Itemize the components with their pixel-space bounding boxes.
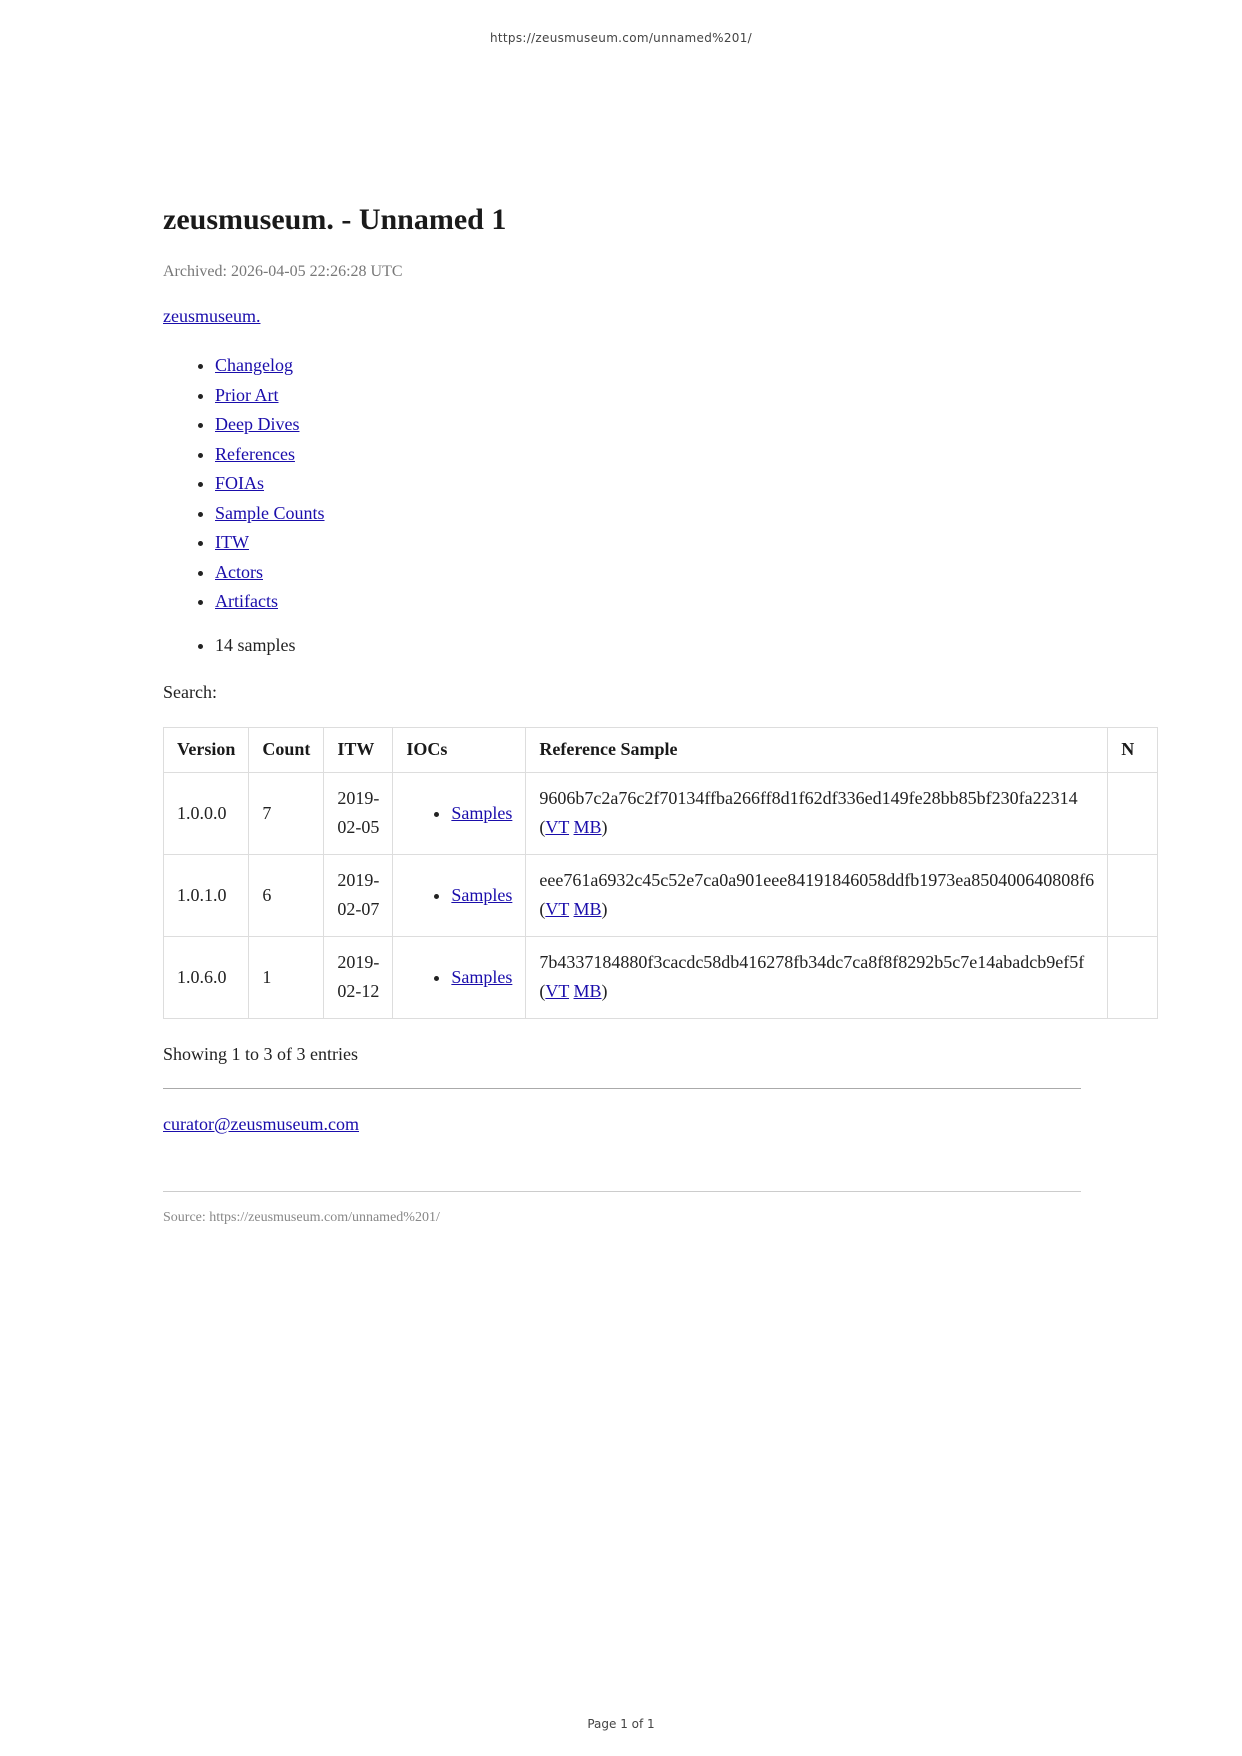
- source-url: Source: https://zeusmuseum.com/unnamed%201/: [163, 1209, 440, 1225]
- nav-link-changelog[interactable]: Changelog: [215, 355, 293, 375]
- column-header-itw[interactable]: ITW: [324, 727, 393, 772]
- cell-iocs: [393, 936, 526, 1018]
- page-title: zeusmuseum. - Unnamed 1: [163, 203, 507, 236]
- column-header-count[interactable]: Count: [249, 727, 324, 772]
- nav-link-itw[interactable]: ITW: [215, 532, 249, 552]
- nav-link-deep-dives[interactable]: Deep Dives: [215, 414, 300, 434]
- nav-item-itw: [215, 528, 1083, 558]
- source-divider: [163, 1191, 1081, 1192]
- mb-link[interactable]: MB: [573, 899, 602, 919]
- mb-link[interactable]: MB: [573, 817, 602, 837]
- cell-version: 1.0.6.0: [164, 936, 249, 1018]
- nav-item-actors: [215, 558, 1083, 588]
- vt-link[interactable]: VT: [545, 899, 570, 919]
- nav-item-references: [215, 440, 1083, 470]
- samples-table-container: [163, 727, 1158, 1019]
- itw-date-part2: 02-07: [337, 899, 380, 919]
- cell-truncated: [1108, 936, 1158, 1018]
- nav-link-sample-counts[interactable]: Sample Counts: [215, 502, 325, 523]
- sample-hash: eee761a6932c45c52e7ca0a901eee84191846058ddfb1973ea850400640808f6: [539, 870, 1095, 890]
- footer-divider: [163, 1088, 1081, 1089]
- nav-link-prior-art[interactable]: Prior Art: [215, 384, 279, 405]
- vt-link[interactable]: VT: [545, 981, 570, 1001]
- cell-count: 1: [249, 936, 324, 1018]
- nav-link-references[interactable]: References: [215, 443, 295, 464]
- nav-list: [163, 351, 1083, 617]
- table-row: [164, 772, 1158, 854]
- samples-link[interactable]: Samples: [451, 802, 513, 823]
- samples-table: [163, 727, 1158, 1019]
- column-header-truncated[interactable]: N: [1108, 727, 1158, 772]
- itw-date-part1: 2019-: [337, 788, 380, 808]
- sample-count-stat: • 14 samples: [215, 634, 1083, 656]
- nav-link-actors[interactable]: Actors: [215, 561, 263, 582]
- nav-item-deep-dives: [215, 410, 1083, 440]
- cell-truncated: [1108, 772, 1158, 854]
- cell-iocs: [393, 772, 526, 854]
- home-link[interactable]: zeusmuseum.: [163, 306, 261, 326]
- nav-item-prior-art: [215, 381, 1083, 411]
- itw-date-part2: 02-12: [337, 981, 380, 1001]
- nav-link-artifacts[interactable]: Artifacts: [215, 591, 278, 611]
- cell-version: 1.0.1.0: [164, 854, 249, 936]
- cell-iocs: [393, 854, 526, 936]
- samples-link[interactable]: Samples: [451, 884, 513, 905]
- column-header-reference-sample[interactable]: Reference Sample: [526, 727, 1108, 772]
- nav-link-foias[interactable]: FOIAs: [215, 473, 265, 493]
- nav-item-foias: [215, 469, 1083, 499]
- sample-hash: 9606b7c2a76c2f70134ffba266ff8d1f62df336ed149fe28bb85bf230fa22314: [539, 788, 1078, 808]
- archived-timestamp: Archived: 2026-04-05 22:26:28 UTC: [163, 263, 403, 280]
- cell-reference-sample: 7b4337184880f3cacdc58db416278fb34dc7ca8f8f8292b5c7e14abadcb9ef5f (VT MB): [526, 936, 1108, 1018]
- cell-truncated: [1108, 854, 1158, 936]
- itw-date-part1: 2019-: [337, 870, 380, 890]
- print-header-url: https://zeusmuseum.com/unnamed%201/: [490, 31, 752, 45]
- cell-itw: [324, 936, 393, 1018]
- table-row: [164, 854, 1158, 936]
- vt-link[interactable]: VT: [545, 817, 570, 837]
- sample-hash: 7b4337184880f3cacdc58db416278fb34dc7ca8f8f8292b5c7e14abadcb9ef5f: [539, 952, 1085, 972]
- cell-itw: [324, 772, 393, 854]
- curator-email-link[interactable]: curator@zeusmuseum.com: [163, 1113, 360, 1134]
- search-label: Search:: [163, 681, 217, 702]
- column-header-version[interactable]: Version: [164, 727, 249, 772]
- samples-link[interactable]: Samples: [451, 966, 513, 987]
- cell-count: 6: [249, 854, 324, 936]
- page-content: [163, 200, 1135, 1227]
- table-entries-info: Showing 1 to 3 of 3 entries: [163, 1043, 358, 1064]
- cell-reference-sample: eee761a6932c45c52e7ca0a901eee84191846058ddfb1973ea850400640808f6 (VT MB): [526, 854, 1108, 936]
- column-header-iocs[interactable]: IOCs: [393, 727, 526, 772]
- table-header-row: [164, 727, 1158, 772]
- cell-version: 1.0.0.0: [164, 772, 249, 854]
- stats-list: [163, 634, 1083, 656]
- itw-date-part1: 2019-: [337, 952, 380, 972]
- print-page-number: Page 1 of 1: [587, 1717, 655, 1731]
- cell-count: 7: [249, 772, 324, 854]
- nav-item-changelog: [215, 351, 1083, 381]
- table-row: [164, 936, 1158, 1018]
- cell-reference-sample: 9606b7c2a76c2f70134ffba266ff8d1f62df336ed149fe28bb85bf230fa22314 (VT MB): [526, 772, 1108, 854]
- itw-date-part2: 02-05: [337, 817, 380, 837]
- mb-link[interactable]: MB: [573, 981, 602, 1001]
- nav-item-sample-counts: [215, 499, 1083, 529]
- nav-item-artifacts: [215, 587, 1083, 617]
- cell-itw: [324, 854, 393, 936]
